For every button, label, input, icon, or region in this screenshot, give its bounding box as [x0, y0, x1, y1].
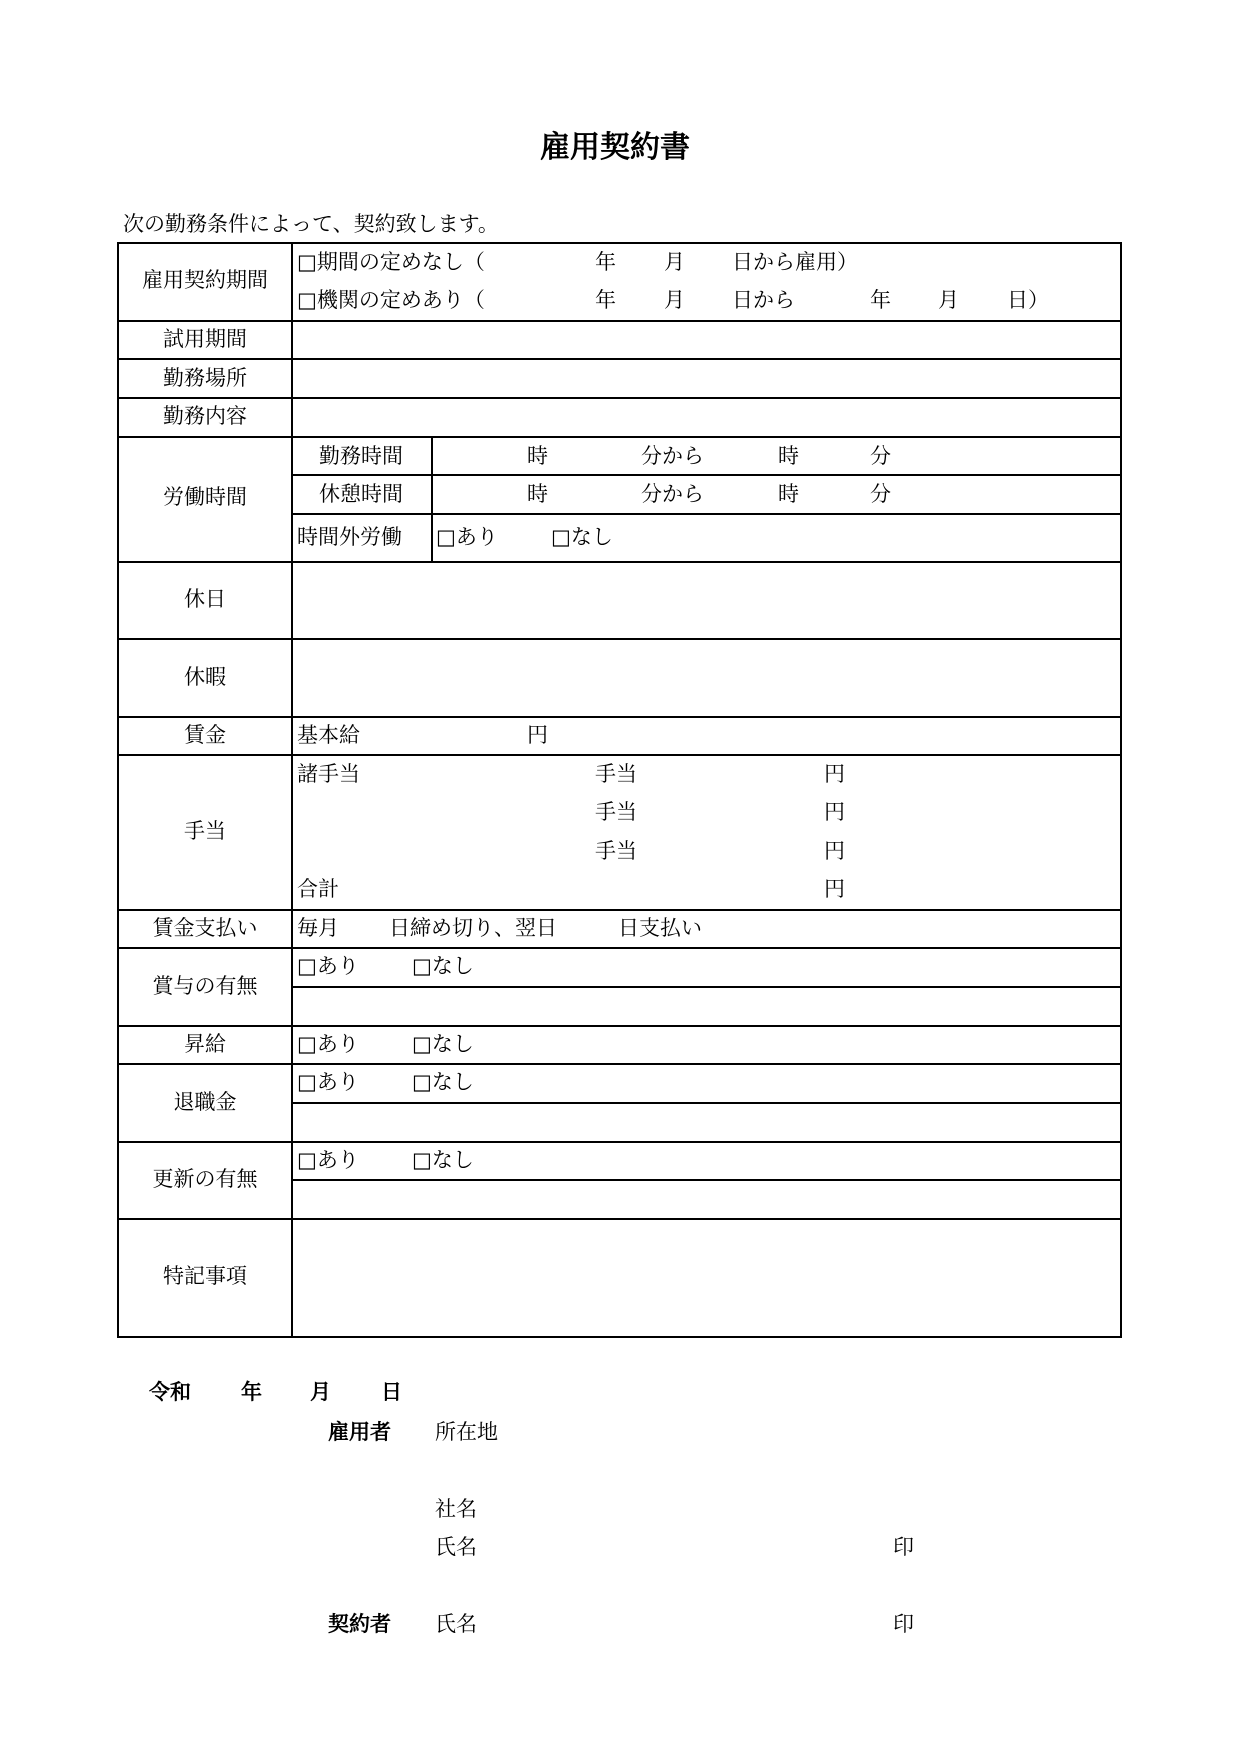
- period-no-limit-checkbox[interactable]: □期間の定めなし（: [297, 250, 485, 274]
- overtime-no-checkbox[interactable]: □なし: [551, 525, 613, 549]
- raise-yes-checkbox[interactable]: □あり: [297, 1032, 359, 1056]
- bonus-no-checkbox[interactable]: □なし: [412, 954, 474, 978]
- work-time-hour2: 時: [778, 444, 799, 468]
- break-time-hour: 時: [527, 482, 548, 506]
- period-line2-year: 年: [595, 288, 616, 312]
- label-raise: 昇給: [184, 1032, 226, 1056]
- label-employment-period: 雇用契約期間: [142, 268, 268, 292]
- label-work-time: 勤務時間: [319, 444, 403, 468]
- period-line1-month: 月: [664, 250, 685, 274]
- contractor-name-label: 氏名: [435, 1612, 477, 1636]
- label-leave: 休暇: [184, 665, 226, 689]
- period-limited-checkbox[interactable]: □機関の定めあり（: [297, 288, 485, 312]
- allowance-item-yen: 円: [824, 839, 845, 863]
- retirement-yes-checkbox[interactable]: □あり: [297, 1070, 359, 1094]
- break-time-minute-from: 分から: [641, 482, 704, 506]
- period-line1-year: 年: [595, 250, 616, 274]
- work-time-minute-from: 分から: [641, 444, 704, 468]
- payment-monthly: 毎月: [297, 916, 339, 940]
- employer-company-label: 社名: [435, 1497, 477, 1521]
- date-day: 日: [381, 1380, 402, 1404]
- period-line2-month: 月: [664, 288, 685, 312]
- label-wage: 賃金: [184, 723, 226, 747]
- misc-allowance-label: 諸手当: [297, 762, 360, 786]
- employer-address-label: 所在地: [435, 1420, 498, 1444]
- period-line2-month2: 月: [938, 288, 959, 312]
- contractor-label: 契約者: [328, 1612, 391, 1636]
- label-work-content: 勤務内容: [163, 404, 247, 428]
- retirement-no-checkbox[interactable]: □なし: [412, 1070, 474, 1094]
- allowance-total-yen: 円: [824, 877, 845, 901]
- date-month: 月: [310, 1380, 331, 1404]
- label-bonus: 賞与の有無: [152, 974, 258, 998]
- label-wage-payment: 賃金支払い: [152, 916, 258, 940]
- employer-seal: 印: [893, 1535, 914, 1559]
- allowance-item-name: 手当: [595, 839, 637, 863]
- intro-text: 次の勤務条件によって、契約致します。: [123, 212, 499, 236]
- period-line2-year2: 年: [870, 288, 891, 312]
- payment-day: 日支払い: [618, 916, 702, 940]
- allowance-item-name: 手当: [595, 762, 637, 786]
- date-year: 年: [241, 1380, 262, 1404]
- period-line1-day: 日から雇用）: [732, 250, 858, 274]
- period-line2-day-from: 日から: [732, 288, 795, 312]
- payment-cutoff: 日締め切り、翌日: [389, 916, 557, 940]
- contractor-seal: 印: [893, 1612, 914, 1636]
- label-renewal: 更新の有無: [152, 1167, 258, 1191]
- label-trial-period: 試用期間: [163, 327, 247, 351]
- allowance-item-yen: 円: [824, 800, 845, 824]
- break-time-hour2: 時: [778, 482, 799, 506]
- allowance-item-name: 手当: [595, 800, 637, 824]
- period-line2-day2: 日）: [1007, 288, 1049, 312]
- allowance-item-yen: 円: [824, 762, 845, 786]
- employer-label: 雇用者: [328, 1420, 391, 1444]
- work-time-minute2: 分: [870, 444, 891, 468]
- label-allowance: 手当: [184, 819, 226, 843]
- label-holiday: 休日: [184, 587, 226, 611]
- raise-no-checkbox[interactable]: □なし: [412, 1032, 474, 1056]
- renewal-yes-checkbox[interactable]: □あり: [297, 1148, 359, 1172]
- label-overtime: 時間外労働: [297, 525, 402, 549]
- overtime-yes-checkbox[interactable]: □あり: [436, 525, 498, 549]
- label-working-hours: 労働時間: [163, 485, 247, 509]
- employer-name-label: 氏名: [435, 1535, 477, 1559]
- work-time-hour: 時: [527, 444, 548, 468]
- label-workplace: 勤務場所: [163, 366, 247, 390]
- document-title: 雇用契約書: [540, 130, 690, 165]
- label-retirement: 退職金: [173, 1090, 237, 1114]
- break-time-minute2: 分: [870, 482, 891, 506]
- label-break-time: 休憩時間: [319, 482, 403, 506]
- label-notes: 特記事項: [163, 1264, 247, 1288]
- renewal-no-checkbox[interactable]: □なし: [412, 1148, 474, 1172]
- base-salary-label: 基本給: [297, 723, 360, 747]
- date-era: 令和: [149, 1380, 191, 1404]
- base-salary-yen: 円: [527, 723, 548, 747]
- bonus-yes-checkbox[interactable]: □あり: [297, 954, 359, 978]
- allowance-total-label: 合計: [297, 877, 339, 901]
